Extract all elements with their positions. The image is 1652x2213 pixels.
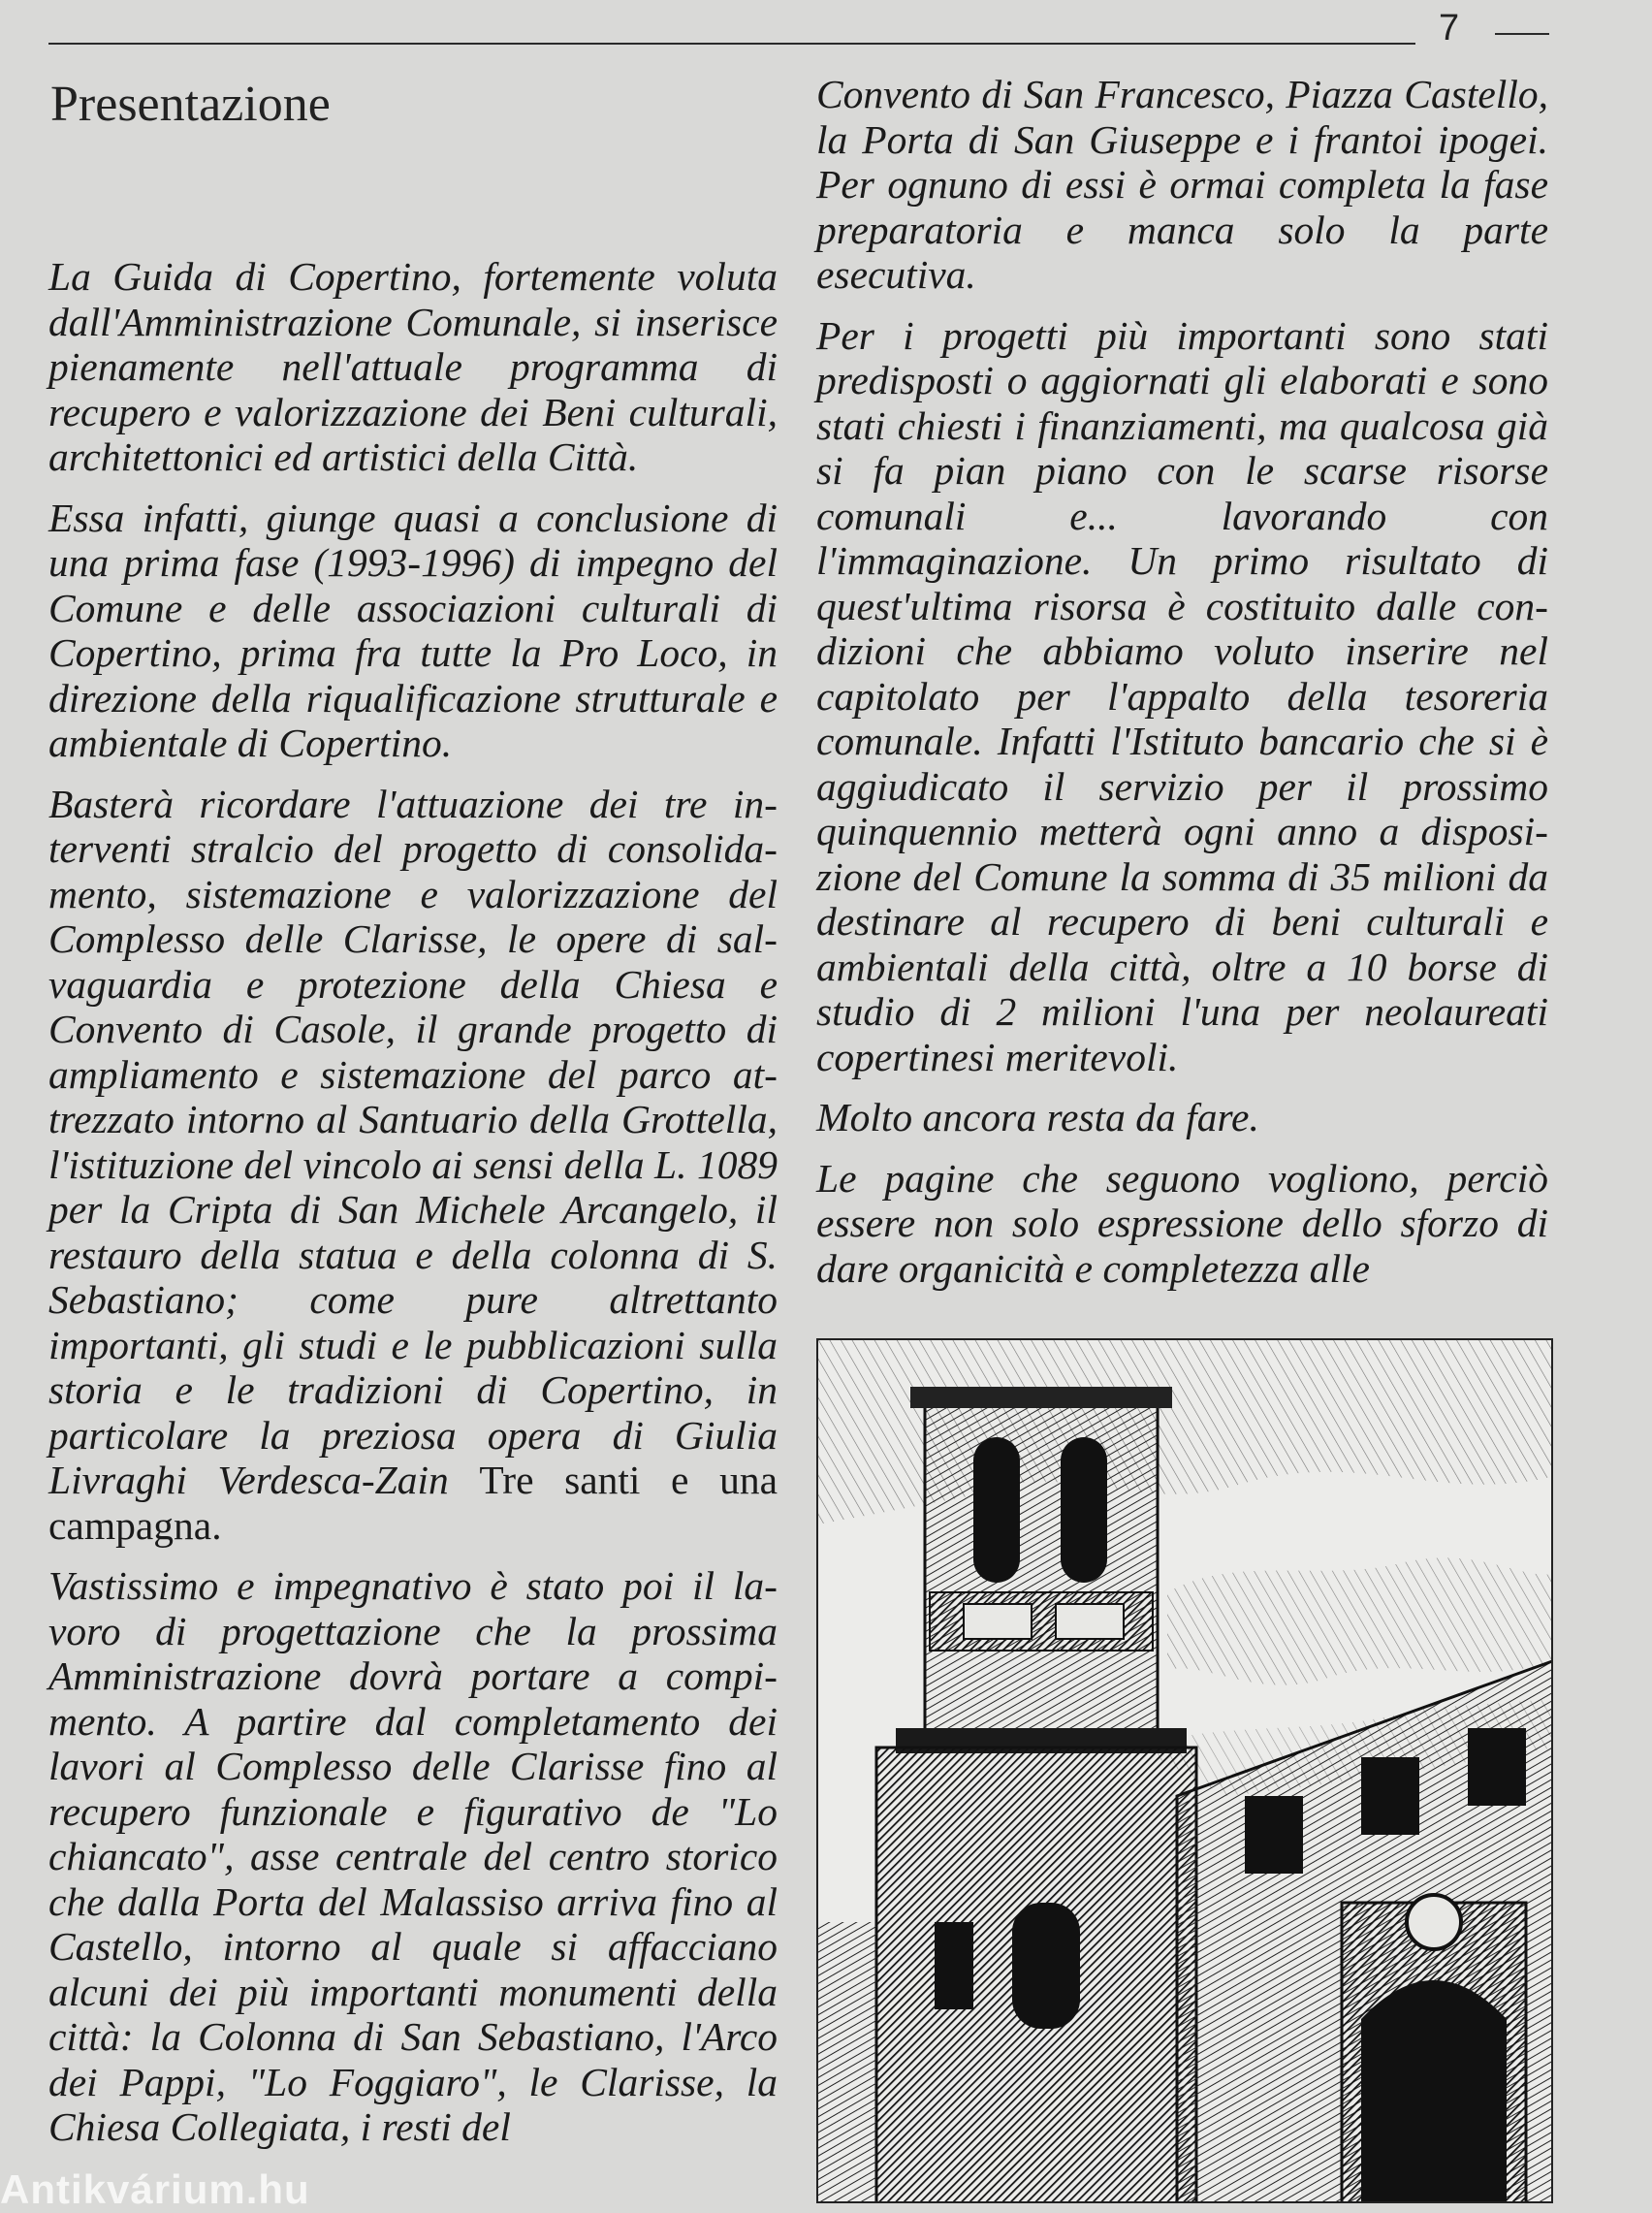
- paragraph: Molto ancora resta da fare.: [816, 1095, 1259, 1139]
- book-title: Tre santi e una campagna.: [48, 1458, 778, 1548]
- bell-tower-etching-icon: [818, 1340, 1553, 2203]
- header-rule: [48, 43, 1415, 45]
- paragraph: Essa infatti, giunge quasi a conclusione di una prima fase (1993-1996) di impegno del Comune e delle associazioni culturali di Copertino, prima fra tutte la Pro Loco, in direzione della riqualificazione strutturale e ambientale di Copertino.: [48, 495, 778, 765]
- left-text-column: [48, 254, 778, 2165]
- paragraph: La Guida di Copertino, fortemente voluta dall'Amministrazione Comunale, si inserisce pienamente nell'attuale programma di recupero e valorizzazione dei Beni culturali, architettonici ed artistici della Città.: [48, 254, 778, 479]
- paragraph: [48, 782, 778, 1549]
- page-title: Presentazione: [50, 77, 331, 132]
- watermark: Antikvárium.hu: [0, 2166, 310, 2212]
- paragraph: Vastissimo e impegnativo è stato poi il lavoro di progettazione che la prossima Amministrazione dovrà portare a compimento. A partire dal completamento dei lavori al Complesso delle Clarisse fino al recupero funzionale e figurativo de "Lo chiancato", asse centrale del centro storico che dalla Porta del Malassiso arriva fino al Castello, intorno al quale si affacciano alcuni dei più importanti monumenti della città: la Colonna di San Sebastiano, l'Arco dei Pappi, "Lo Foggiaro", le Clarisse, la Chiesa Collegiata, i resti del: [48, 1563, 778, 2149]
- paragraph: Per i progetti più importanti sono stati predisposti o aggiornati gli elaborati e sono stati chiesti i finanziamenti, ma qualcosa già si fa pian piano con le scarse risorse comunali e... lavorando con l'immaginazione. Un primo risultato di quest'ultima risorsa è costituito dalle condizioni che abbiamo voluto inserire nel capitolato per l'appalto della tesoreria comunale. Infatti l'Istituto bancario che si è aggiudicato il servizio per il prossimo quinquennio metterà ogni anno a disposizione del Comune la somma di 35 milioni da destinare al recupero di beni culturali e ambientali della città, oltre a 10 borse di studio di 2 milioni l'una per neolaureati copertinesi meritevoli.: [816, 312, 1548, 1079]
- paragraph-text: Basterà ricordare l'attuazione dei tre interventi stralcio del progetto di consolidamento, sistemazione e valorizzazione del Complesso delle Clarisse, le opere di salvaguardia e protezione della Chiesa e Convento di Casole, il grande progetto di ampliamento e sistemazione del parco attrezzato intorno al Santuario della Grottella, l'istituzione del vincolo ai sensi della L. 1089 per la Cripta di San Michele Arcangelo, il restauro della statua e della colonna di S. Sebastiano; come pure altrettanto importanti, gli studi e le pubblicazioni sulla storia e le tradizioni di Copertino, in particolare la preziosa opera di Giulia Livraghi Verdesca-Zain: [48, 781, 778, 1502]
- paragraph: Le pagine che seguono vogliono, perciò essere non solo espressione dello sforzo di dare organicità e completezza alle: [816, 1155, 1548, 1291]
- header-rule-right: [1495, 33, 1549, 35]
- paragraph: Convento di San Francesco, Piazza Castello, la Porta di San Giuseppe e i frantoi ipogei. Per ognuno di essi è ormai completa la fase preparatoria e manca solo la parte esecutiva.: [816, 72, 1548, 297]
- page-number: 7: [1439, 8, 1460, 48]
- bell-tower-illustration: [816, 1338, 1553, 2203]
- right-text-column: [816, 72, 1548, 1306]
